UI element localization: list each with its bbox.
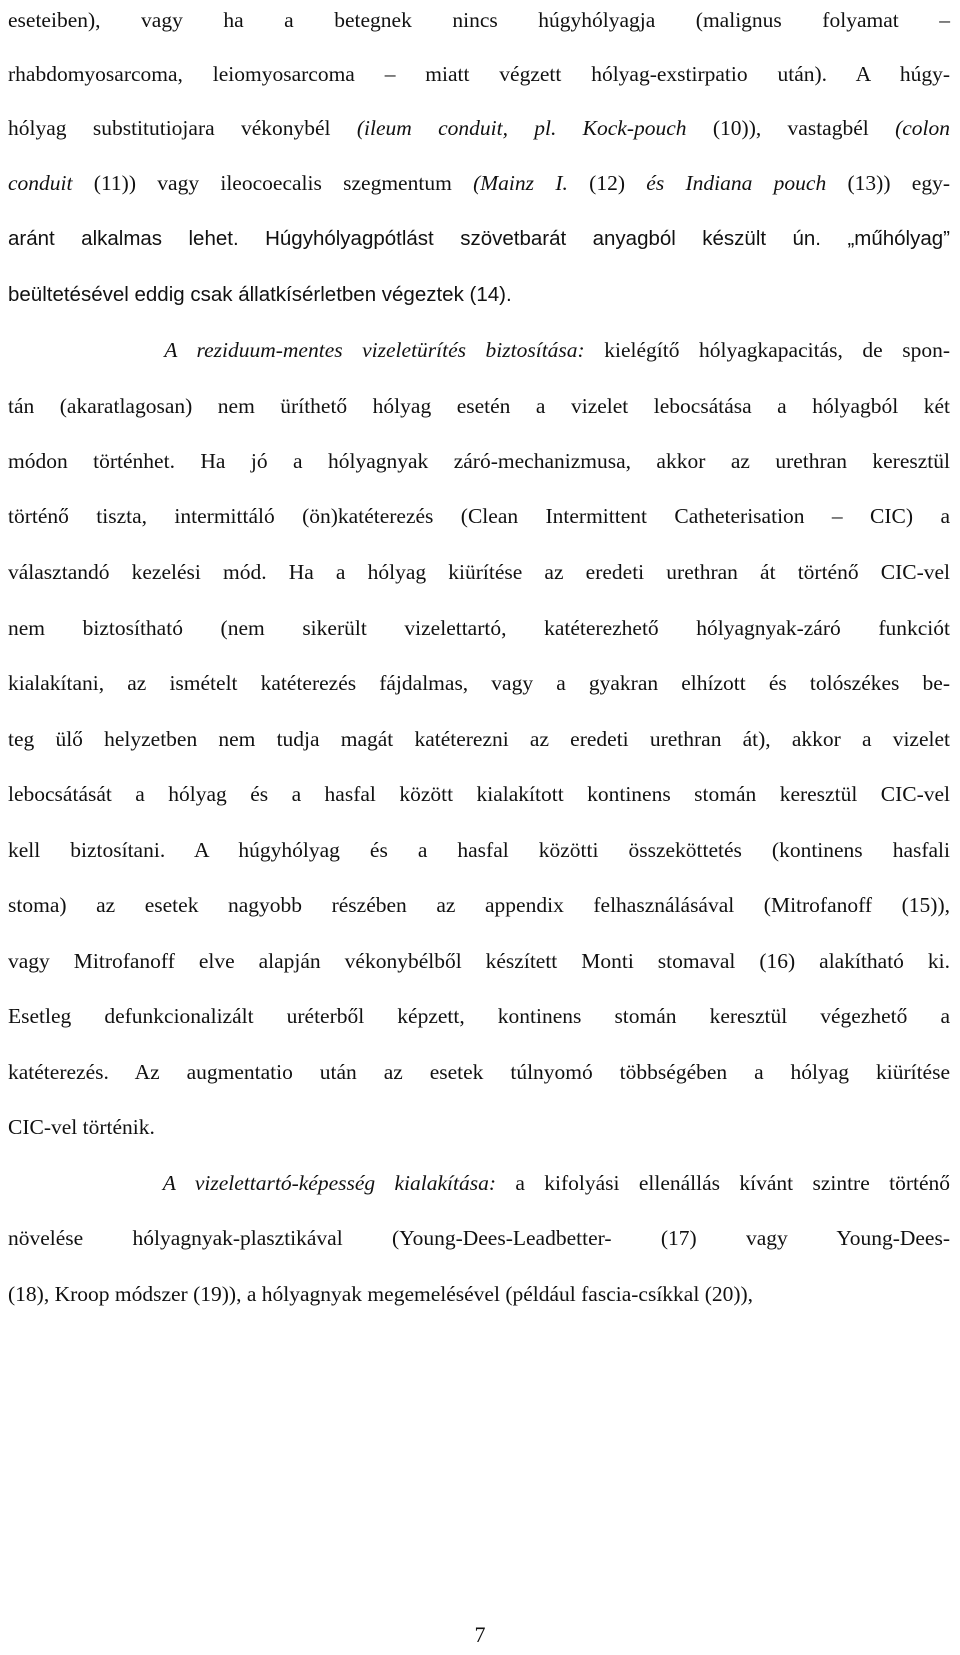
text-line [8, 552, 950, 592]
text-run: beültetésével eddig csak állatkísérletben végeztek (14). [8, 283, 512, 306]
text-run: eseteiben), vagy ha a betegnek nincs húgyhólyagja (malignus folyamat – [8, 8, 950, 32]
text-line [8, 1274, 950, 1314]
text-run: stoma) az esetek nagyobb részében az appendix felhasználásával (Mitrofanoff (15)), [8, 893, 950, 917]
text-run [8, 338, 164, 362]
text-run: teg ülő helyzetben nem tudja magát katéterezni az eredeti urethran át), akkor a vizelet [8, 727, 950, 751]
text-run: történő tiszta, intermittáló (ön)katéterezés (Clean Intermittent Catheterisation – CIC) a [8, 504, 950, 528]
text-run: katéterezés. Az augmentatio után az esetek túlnyomó többségében a hólyag kiürítése [8, 1060, 950, 1084]
text-line [8, 774, 950, 814]
text-line [8, 719, 950, 759]
text-run: Esetleg defunkcionalizált uréterből képzett, kontinens stomán keresztül végezhető a [8, 1004, 950, 1028]
text-run: kell biztosítani. A húgyhólyag és a hasfal közötti összeköttetés (kontinens hasfali [8, 838, 950, 862]
text-line [8, 1052, 950, 1092]
text-run: CIC-vel történik. [8, 1115, 155, 1139]
page-number: 7 [474, 1622, 486, 1647]
text-run [8, 1171, 163, 1195]
text-run: módon történhet. Ha jó a hólyagnyak záró-mechanizmusa, akkor az urethran keresztül [8, 449, 950, 473]
text-run: (ileum conduit, pl. Kock-pouch [356, 116, 687, 140]
text-line [8, 218, 950, 258]
text-run: (10)), vastagbél [686, 116, 896, 140]
text-line [8, 330, 950, 370]
text-run: választandó kezelési mód. Ha a hólyag kiürítése az eredeti urethran át történő CIC-vel [8, 560, 950, 584]
text-line [8, 830, 950, 870]
text-run: aránt alkalmas lehet. Húgyhólyagpótlást szövetbarát anyagból készült ún. „műhólyag” [8, 227, 950, 250]
text-line [8, 941, 950, 981]
text-line [8, 108, 950, 148]
text-run: conduit [8, 171, 73, 195]
text-run: kielégítő hólyagkapacitás, de spon- [584, 338, 950, 362]
text-line [8, 885, 950, 925]
text-run: vagy Mitrofanoff elve alapján vékonybélből készített Monti stomaval (16) alakítható ki. [8, 949, 950, 973]
text-line [8, 1218, 950, 1258]
text-run: (13)) egy- [826, 171, 950, 195]
text-run: kialakítani, az ismételt katéterezés fájdalmas, vagy a gyakran elhízott és tolószékes be- [8, 671, 950, 695]
text-run: nem biztosítható (nem sikerült vizelettartó, katéterezhető hólyagnyak-záró funkciót [8, 616, 950, 640]
text-line [8, 274, 950, 314]
text-line [8, 441, 950, 481]
text-line [8, 386, 950, 426]
text-run: növelése hólyagnyak-plasztikával (Young-Dees-Leadbetter- (17) vagy Young-Dees- [8, 1226, 950, 1250]
text-run: A reziduum-mentes vizeletürítés biztosítása: [164, 338, 585, 362]
text-run: rhabdomyosarcoma, leiomyosarcoma – miatt végzett hólyag-exstirpatio után). A húgy- [8, 62, 950, 86]
text-run: tán (akaratlagosan) nem üríthető hólyag esetén a vizelet lebocsátása a hólyagból két [8, 394, 950, 418]
text-line [8, 163, 950, 203]
text-line [8, 496, 950, 536]
text-line [8, 663, 950, 703]
text-run: a kifolyási ellenállás kívánt szintre történő [496, 1171, 951, 1195]
text-line [8, 0, 950, 40]
text-run: (colon [895, 116, 950, 140]
text-run: (Mainz I. [473, 171, 568, 195]
text-run: hólyag substitutiojara vékonybél [8, 116, 357, 140]
text-line [8, 54, 950, 94]
text-run: és Indiana pouch [646, 171, 827, 195]
text-run: lebocsátását a hólyag és a hasfal között kialakított kontinens stomán keresztül CIC-vel [8, 782, 950, 806]
text-run: A vizelettartó-képesség kialakítása: [162, 1171, 497, 1195]
text-run: (18), Kroop módszer (19)), a hólyagnyak megemelésével (például fascia-csíkkal (20)), [8, 1282, 754, 1306]
text-line [8, 996, 950, 1036]
text-run: (11)) vagy ileocoecalis szegmentum [72, 171, 474, 195]
text-run: (12) [567, 171, 647, 195]
text-line [8, 1107, 950, 1147]
text-line [8, 608, 950, 648]
text-line [8, 1163, 950, 1203]
